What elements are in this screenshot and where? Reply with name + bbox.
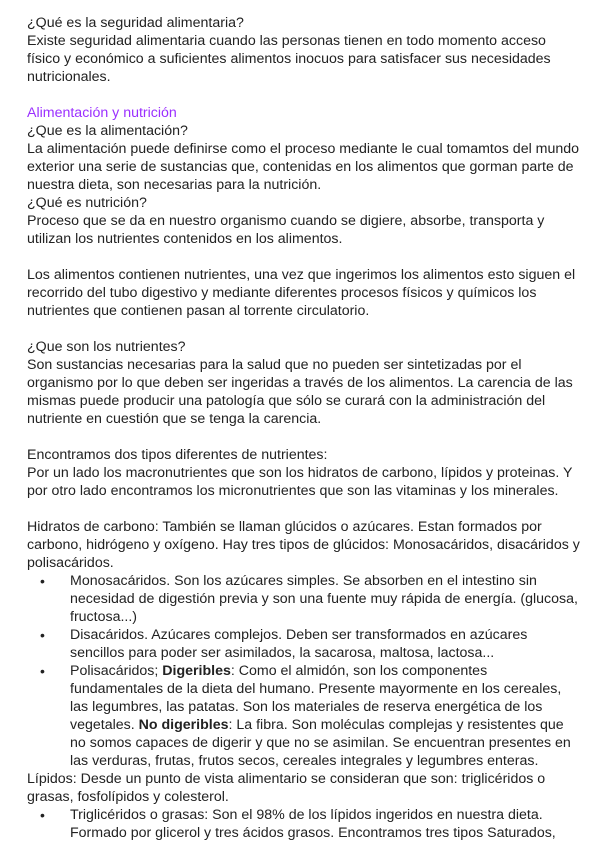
spacer	[27, 86, 582, 104]
poli-pre: Polisacáridos;	[70, 663, 163, 679]
recorrido-paragraph: Los alimentos contienen nutrientes, una vez que ingerimos los alimentos esto siguen el recorrido del tubo digestivo y mediante diferentes procesos físicos y químicos los nutrientes que contienen pasan al torrente circulatorio.	[27, 267, 576, 319]
poli-post: : La fibra. Son moléculas complejas y resistentes que no somos capaces de digerir y que no se asimilan. Se encuentran presentes en las verduras, frutas, frutos secos, cereales integrales y legumbres enteras.	[70, 717, 571, 769]
spacer	[27, 320, 582, 338]
list-item-polisacaridos	[27, 662, 582, 770]
alimentacion-answer: La alimentación puede definirse como el proceso mediante le cual tomamtos del mundo exterior una serie de sustancias que, contenidas en los alimentos que gorman parte de nuestra dieta, son necesarias para la nutrición.	[27, 141, 580, 193]
alimentacion-question: ¿Que es la alimentación?	[27, 123, 188, 139]
intro-question: ¿Qué es la seguridad alimentaria?	[27, 15, 244, 31]
tipos-line2: Por un lado los macronutrientes que son los hidratos de carbono, lípidos y proteinas. Y por otro lado encontramos los micronutrientes que son las vitaminas y los minerales.	[27, 465, 573, 499]
tipos-line1: Encontramos dos tipos diferentes de nutrientes:	[27, 447, 328, 463]
nutrientes-question: ¿Que son los nutrientes?	[27, 339, 186, 355]
spacer	[27, 428, 582, 446]
lipidos-list	[27, 806, 582, 842]
poli-bold-no-digeribles: No digeribles	[138, 717, 229, 733]
list-item: • Triglicéridos o grasas: Son el 98% de los lípidos ingeridos en nuestra dieta. Formado por glicerol y tres ácidos grasos. Encontramos tres tipos Saturados,	[27, 806, 582, 842]
list-item: • Monosacáridos. Son los azúcares simples. Se absorben en el intestino sin necesidad de digestión previa y son una fuente muy rápida de energía. (glucosa, fructosa...)	[27, 572, 582, 626]
poli-mid: : Como el almidón, son los componentes fundamentales de la dieta del humano. Presente mayormente en los cereales, las legumbres, las patatas. Son los materiales de reserva energética de los vegetales.	[70, 663, 562, 733]
spacer	[27, 500, 582, 518]
nutricion-question: ¿Qué es nutrición?	[27, 195, 147, 211]
section-title: Alimentación y nutrición	[27, 105, 177, 121]
intro-answer: Existe seguridad alimentaria cuando las personas tienen en todo momento acceso físico y económico a suficientes alimentos inocuos para satisfacer sus necesidades nutricionales.	[27, 33, 551, 85]
lipidos-intro: Lípidos: Desde un punto de vista alimentario se consideran que son: triglicéridos o grasas, fosfolípidos y colesterol.	[27, 771, 546, 805]
nutrientes-answer: Son sustancias necesarias para la salud que no pueden ser sintetizadas por el organismo por lo que deben ser ingeridas a través de los alimentos. La carencia de las mismas puede producir una patología que sólo se curará con la administración del nutriente en cuestión que se tenga la carencia.	[27, 357, 573, 427]
nutricion-answer: Proceso que se da en nuestro organismo cuando se digiere, absorbe, transporta y utilizan los nutrientes contenidos en los alimentos.	[27, 213, 545, 247]
hidratos-intro: Hidratos de carbono: También se llaman glúcidos o azúcares. Estan formados por carbono, hidrógeno y oxígeno. Hay tres tipos de glúcidos: Monosacáridos, disacáridos y polisacáridos.	[27, 519, 580, 571]
list-item: • Disacáridos. Azúcares complejos. Deben ser transformados en azúcares sencillos para poder ser asimilados, la sacarosa, maltosa, lactosa...	[27, 626, 582, 662]
poli-bold-digeribles: Digeribles	[162, 663, 231, 679]
hidratos-list	[27, 572, 582, 770]
spacer	[27, 248, 582, 266]
